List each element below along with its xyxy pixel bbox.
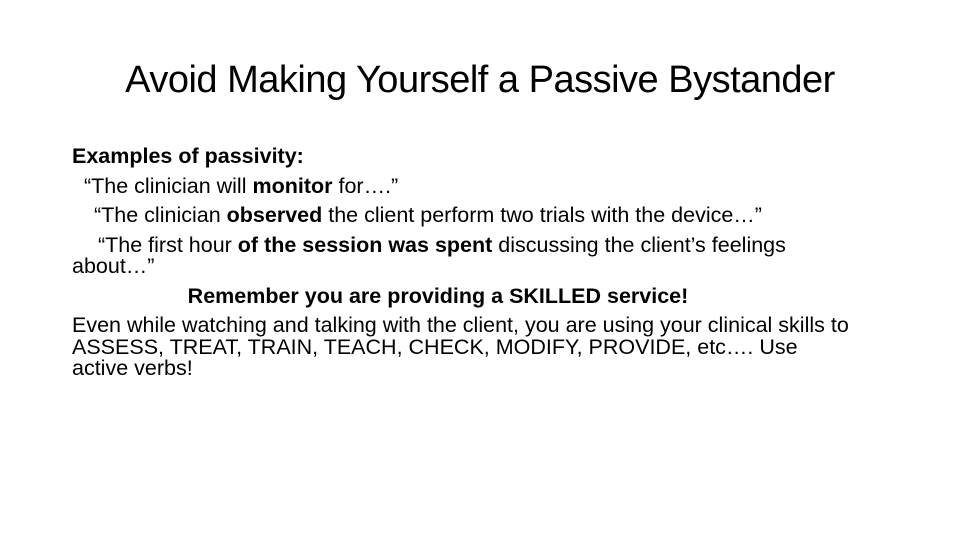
examples-heading bbox=[72, 146, 852, 168]
quote1-bold: monitor bbox=[252, 173, 333, 198]
quote3-post: discussing the client’s feelings about…” bbox=[72, 232, 786, 278]
slide-body bbox=[72, 146, 852, 380]
quote1-post: for….” bbox=[332, 173, 399, 198]
quote3-pre: “The first hour bbox=[98, 232, 238, 257]
example-quote-observed bbox=[72, 205, 852, 227]
quote1-pre: “The clinician will bbox=[84, 173, 253, 198]
closing-paragraph: Even while watching and talking with the client, you are using your clinical skills to ASSESS, TREAT, TRAIN, TEACH, CHECK, MODIFY, PROVIDE, etc…. Use active verbs! bbox=[72, 313, 849, 380]
example-quote-session bbox=[72, 232, 852, 278]
remember-line bbox=[72, 283, 852, 308]
quote2-bold: observed bbox=[226, 203, 323, 227]
example-quote-monitor bbox=[72, 173, 852, 198]
examples-heading-text: Examples of passivity: bbox=[72, 144, 304, 168]
slide-title: Avoid Making Yourself a Passive Bystander bbox=[125, 59, 835, 101]
remember-line-text: Remember you are providing a SKILLED service! bbox=[187, 283, 689, 308]
quote2-pre: “The clinician bbox=[94, 203, 227, 227]
quote3-bold: of the session was spent bbox=[237, 232, 493, 257]
quote2-post: the client perform two trials with the device…” bbox=[322, 203, 762, 227]
